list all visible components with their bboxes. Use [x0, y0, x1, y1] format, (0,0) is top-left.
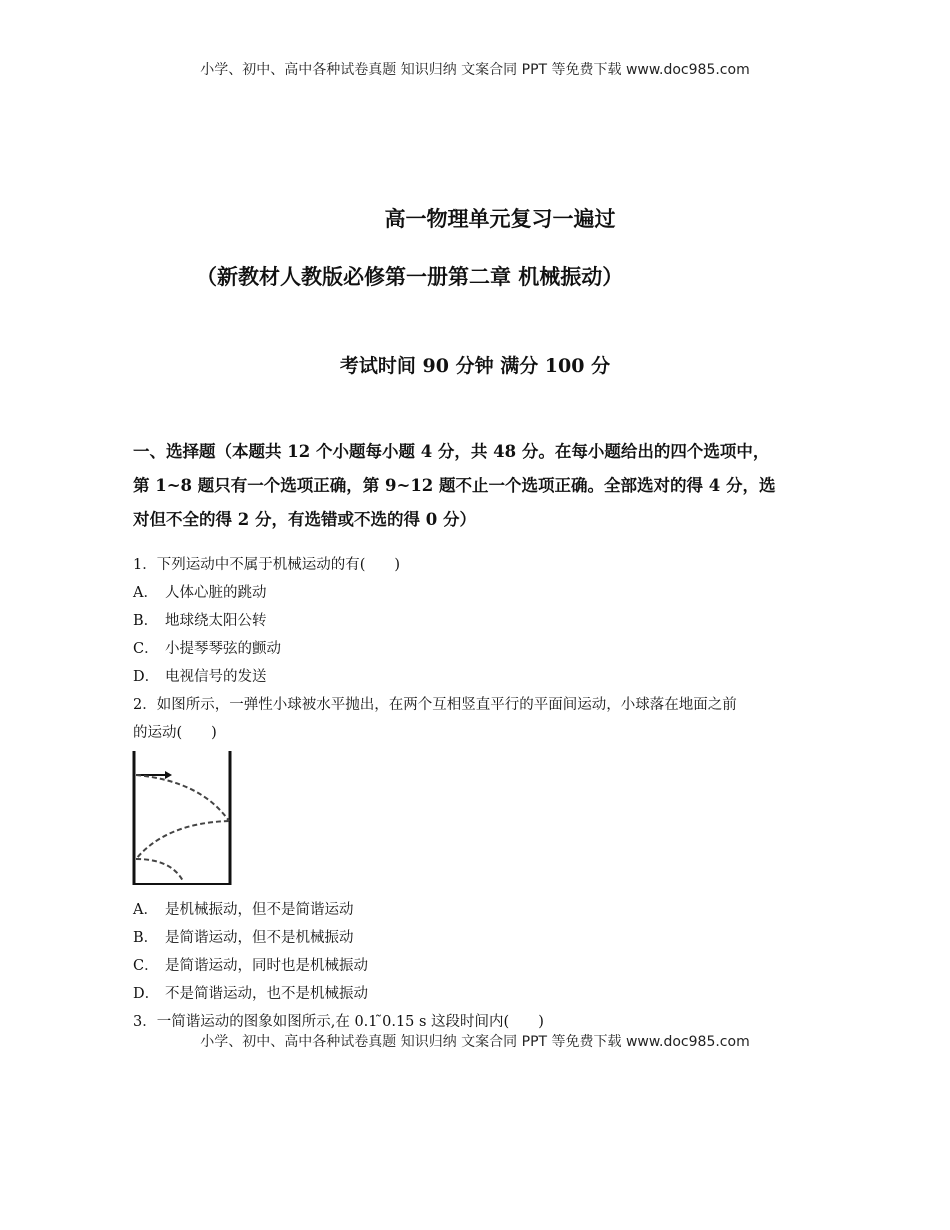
document-subtitle: （新教材人教版必修第一册第二章 机械振动） [196, 265, 624, 289]
option-text: 不是简谐运动，也不是机械振动 [165, 986, 368, 1002]
option-text: 是机械振动，但不是简谐运动 [165, 902, 354, 918]
question-1-option-c [133, 637, 281, 658]
question-3-stem: 3．一简谐运动的图象如图所示,在 0.1 ̃0.15 s 这段时间内( ) [133, 1014, 544, 1030]
question-1-stem: 1．下列运动中不属于机械运动的有( ) [133, 557, 401, 573]
option-letter: D． [133, 669, 160, 685]
question-2-option-c [133, 954, 368, 975]
option-letter: B． [133, 930, 159, 946]
option-text: 是简谐运动，同时也是机械振动 [165, 958, 368, 974]
option-text: 电视信号的发送 [165, 669, 267, 685]
trajectory-segment-2 [136, 821, 229, 859]
exam-info: 考试时间 90 分钟 满分 100 分 [339, 355, 611, 377]
option-letter: A． [133, 902, 158, 918]
question-2-option-b [133, 926, 354, 947]
question-2-option-a [133, 898, 354, 919]
document-title: 高一物理单元复习一遍过 [384, 207, 616, 231]
option-text: 小提琴琴弦的颤动 [165, 641, 281, 657]
section-heading-line-3: 对但不全的得 2 分，有选错或不选的得 0 分） [133, 510, 476, 529]
question-2-stem-line-2: 的运动( ) [133, 725, 217, 741]
option-letter: C． [133, 958, 159, 974]
question-2-stem-line-1: 2．如图所示，一弹性小球被水平抛出，在两个互相竖直平行的平面间运动，小球落在地面之前 [133, 697, 737, 713]
page-footer: 小学、初中、高中各种试卷真题 知识归纳 文案合同 PPT 等免费下载 www.doc985.com [200, 1034, 750, 1050]
section-heading-line-1: 一、选择题（本题共 12 个小题每小题 4 分，共 48 分。在每小题给出的四个选项中， [133, 442, 770, 461]
option-text: 人体心脏的跳动 [165, 585, 267, 601]
option-letter: D． [133, 986, 160, 1002]
option-letter: B． [133, 613, 159, 629]
page-header: 小学、初中、高中各种试卷真题 知识归纳 文案合同 PPT 等免费下载 www.doc985.com [200, 62, 750, 78]
trajectory-segment-1 [136, 775, 229, 821]
question-1-option-d [133, 665, 267, 686]
option-text: 是简谐运动，但不是机械振动 [165, 930, 354, 946]
option-letter: A． [133, 585, 158, 601]
arrow-head-icon [165, 771, 172, 779]
question-1-option-b [133, 609, 267, 630]
bouncing-ball-figure [131, 749, 236, 887]
question-2-option-d [133, 982, 368, 1003]
section-heading-line-2: 第 1~8 题只有一个选项正确，第 9~12 题不止一个选项正确。全部选对的得 4 分，选 [133, 476, 776, 495]
option-letter: C． [133, 641, 159, 657]
trajectory-segment-3 [136, 859, 183, 881]
question-1-option-a [133, 581, 267, 602]
option-text: 地球绕太阳公转 [165, 613, 267, 629]
